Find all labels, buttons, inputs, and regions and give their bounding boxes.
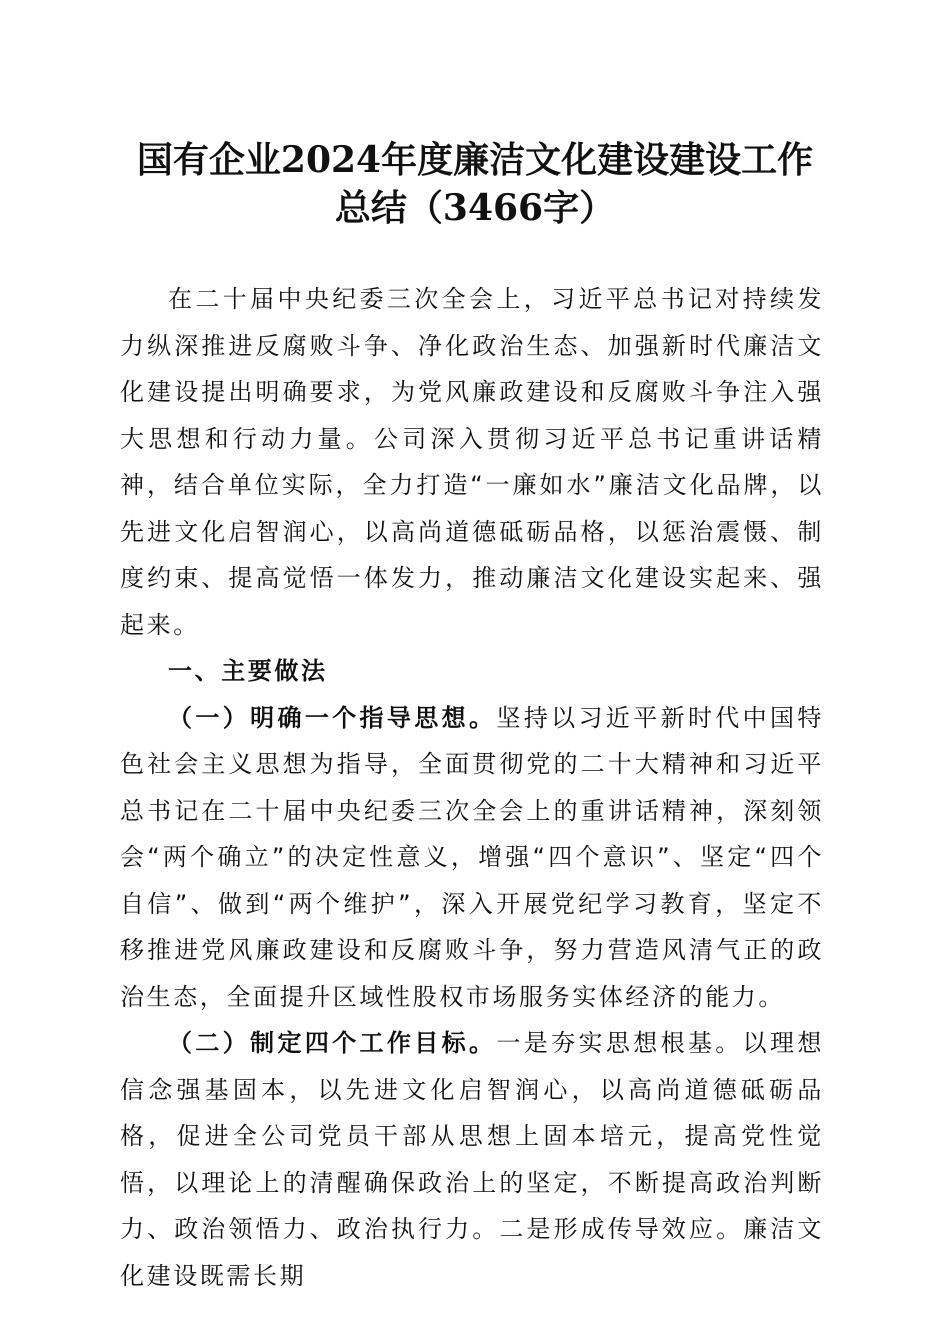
item-1-text: 坚持以习近平新时代中国特色社会主义思想为指导，全面贯彻党的二十大精神和习近平总书记在二十届中央纪委三次全会上的重讲话精神，深刻领会“两个确立”的决定性意义，增强“四个意识”、坚定“四个自信”、做到“两个维护”，深入开展党纪学习教育，坚定不移推进党风廉政建设和反腐败斗争，努力营造风清气正的政治生态，全面提升区域性股权市场服务实体经济的能力。 [120, 703, 825, 1011]
item-1-paragraph [120, 695, 824, 1021]
intro-paragraph: 在二十届中央纪委三次全会上，习近平总书记对持续发力纵深推进反腐败斗争、净化政治生态、加强新时代廉洁文化建设提出明确要求，为党风廉政建设和反腐败斗争注入强大思想和行动力量。公司深入贯彻习近平总书记重讲话精神，结合单位实际，全力打造“一廉如水”廉洁文化品牌，以先进文化启智润心，以高尚道德砥砺品格，以惩治震慑、制度约束、提高觉悟一体发力，推动廉洁文化建设实起来、强起来。 [120, 285, 824, 639]
item-2-lead: （二）制定四个工作目标。 [168, 1029, 497, 1057]
item-1-lead: （一）明确一个指导思想。 [168, 703, 497, 732]
document-title: 国有企业2024年度廉洁文化建设建设工作总结（3466字） [136, 139, 814, 229]
section-heading-main-practices: 一、主要做法 [168, 657, 328, 685]
item-2-text: 一是夯实思想根基。以理想信念强基固本，以先进文化启智润心，以高尚道德砥砺品格，促进全公司党员干部从思想上固本培元，提高党性觉悟，以理论上的清醒确保政治上的坚定，不断提高政治判断力、政治领悟力、政治执行力。二是形成传导效应。廉洁文化建设既需长期 [120, 1029, 825, 1290]
item-2-paragraph [120, 1020, 824, 1299]
document-body [120, 276, 824, 1299]
